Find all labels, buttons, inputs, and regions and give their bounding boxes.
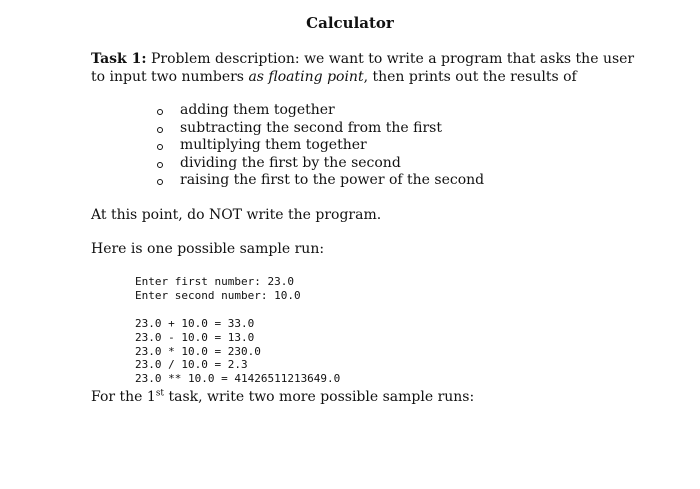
task-label: Task 1: <box>91 51 147 67</box>
code-line: 23.0 * 10.0 = 230.0 <box>135 344 261 358</box>
final-instruction <box>91 388 651 406</box>
code-line: Enter first number: 23.0 <box>135 275 294 288</box>
list-item-text: raising the first to the power of the second <box>180 172 485 188</box>
bullet-circle-icon <box>157 179 163 185</box>
operations-list <box>155 102 484 190</box>
list-item-text: dividing the first by the second <box>180 154 401 171</box>
code-line: 23.0 ** 10.0 = 41426511213649.0 <box>135 372 341 386</box>
code-line: 23.0 / 10.0 = 2.3 <box>135 358 248 372</box>
bullet-circle-icon <box>157 162 163 168</box>
list-item-text: adding them together <box>180 102 335 118</box>
code-line: Enter second number: 10.0 <box>135 288 301 302</box>
sample-input-block <box>135 275 301 303</box>
bullet-circle-icon <box>157 127 163 133</box>
code-line: 23.0 + 10.0 = 33.0 <box>135 317 255 330</box>
final-text-after: task, write two more possible sample runs: <box>164 389 475 405</box>
final-text-before: For the 1 <box>91 389 156 405</box>
bullet-circle-icon <box>157 109 163 115</box>
task-text-before: Problem description: we want to write a program that asks the user to input two numbers <box>91 51 635 85</box>
sample-intro: Here is one possible sample run: <box>91 241 325 257</box>
bullet-circle-icon <box>157 144 163 150</box>
point-note: At this point, do NOT write the program. <box>91 207 382 223</box>
list-item <box>155 102 484 120</box>
final-superscript: st <box>155 388 165 399</box>
list-item <box>155 137 484 155</box>
list-item-text: multiplying them together <box>180 137 367 153</box>
task-text-after: , then prints out the results of <box>363 69 577 85</box>
task-description <box>91 50 651 86</box>
list-item <box>155 172 484 190</box>
page-title: Calculator <box>306 14 394 32</box>
task-emphasis: as floating point <box>248 69 364 85</box>
list-item <box>155 155 484 173</box>
sample-output-block <box>135 317 340 386</box>
list-item <box>155 120 484 138</box>
code-line: 23.0 - 10.0 = 13.0 <box>135 330 255 344</box>
list-item-text: subtracting the second from the first <box>180 119 442 136</box>
